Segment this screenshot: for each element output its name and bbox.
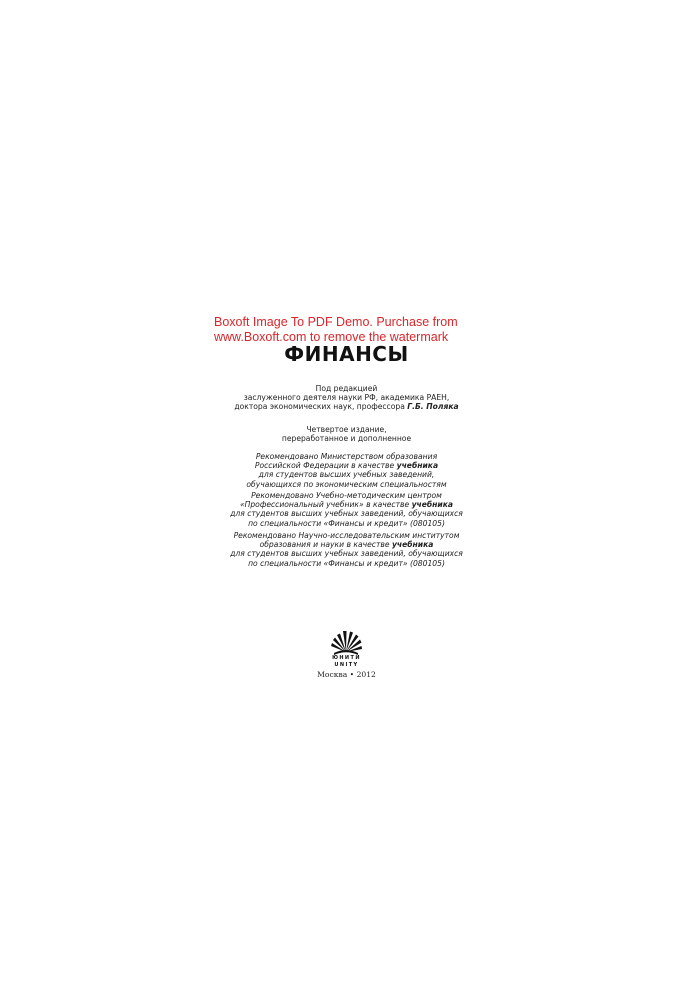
rec3-line-3: для студентов высших учебных заведений, обучающихся (230, 549, 463, 559)
recommendation-2 (0, 491, 693, 528)
rec2-line-2-text: «Профессиональный учебник» в качестве (239, 500, 412, 510)
watermark-line-2: www.Boxoft.com to remove the watermark (214, 330, 449, 344)
rec1-line-2-text: Российской Федерации в качестве (254, 461, 397, 471)
edition-line-2: переработанное и дополненное (281, 434, 412, 444)
rec2-line-2 (0, 500, 693, 509)
editor-title: доктора экономических наук, профессора (234, 402, 408, 412)
editor-line-1: Под редакцией (315, 384, 378, 393)
rec3-line-2-text: образования и науки в качестве (259, 540, 392, 550)
watermark-line-1: Boxoft Image To PDF Demo. Purchase from (214, 315, 458, 329)
rec1-line-2-bold: учебника (396, 461, 439, 471)
editor-name: Г.Б. Поляка (407, 402, 459, 412)
rec2-line-4: по специальности «Финансы и кредит» (080105) (248, 518, 445, 528)
watermark (214, 315, 474, 345)
editor-line-2: заслуженного деятеля науки РФ, академика РАЕН, (243, 393, 450, 403)
edition-line-1: Четвертое издание, (306, 425, 387, 434)
city-year: Москва • 2012 (317, 670, 376, 679)
publisher-name-en: UNITY (334, 662, 359, 668)
rec1-line-2 (0, 461, 693, 470)
rec2-line-3: для студентов высших учебных заведений, обучающихся (230, 509, 463, 519)
rec1-line-1: Рекомендовано Министерством образования (255, 452, 438, 461)
rec1-line-4: обучающихся по экономическим специальностям (246, 479, 447, 489)
rec2-line-2-bold: учебника (411, 500, 454, 510)
recommendation-3 (0, 531, 693, 568)
editor-line-3 (0, 402, 693, 411)
publisher-name-ru: ЮНИТИ (332, 655, 361, 661)
rec2-line-1: Рекомендовано Учебно-методическим центром (251, 491, 442, 500)
book-title: ФИНАНСЫ (284, 342, 409, 366)
rec3-line-2-bold: учебника (391, 540, 434, 550)
editor-block (0, 384, 693, 412)
recommendation-1 (0, 452, 693, 489)
rec3-line-2 (0, 540, 693, 549)
rec1-line-3: для студентов высших учебных заведений, (258, 470, 435, 480)
rec3-line-4: по специальности «Финансы и кредит» (080105) (248, 558, 445, 568)
edition-block (0, 425, 693, 443)
rec3-line-1: Рекомендовано Научно-исследовательским институтом (233, 531, 460, 540)
